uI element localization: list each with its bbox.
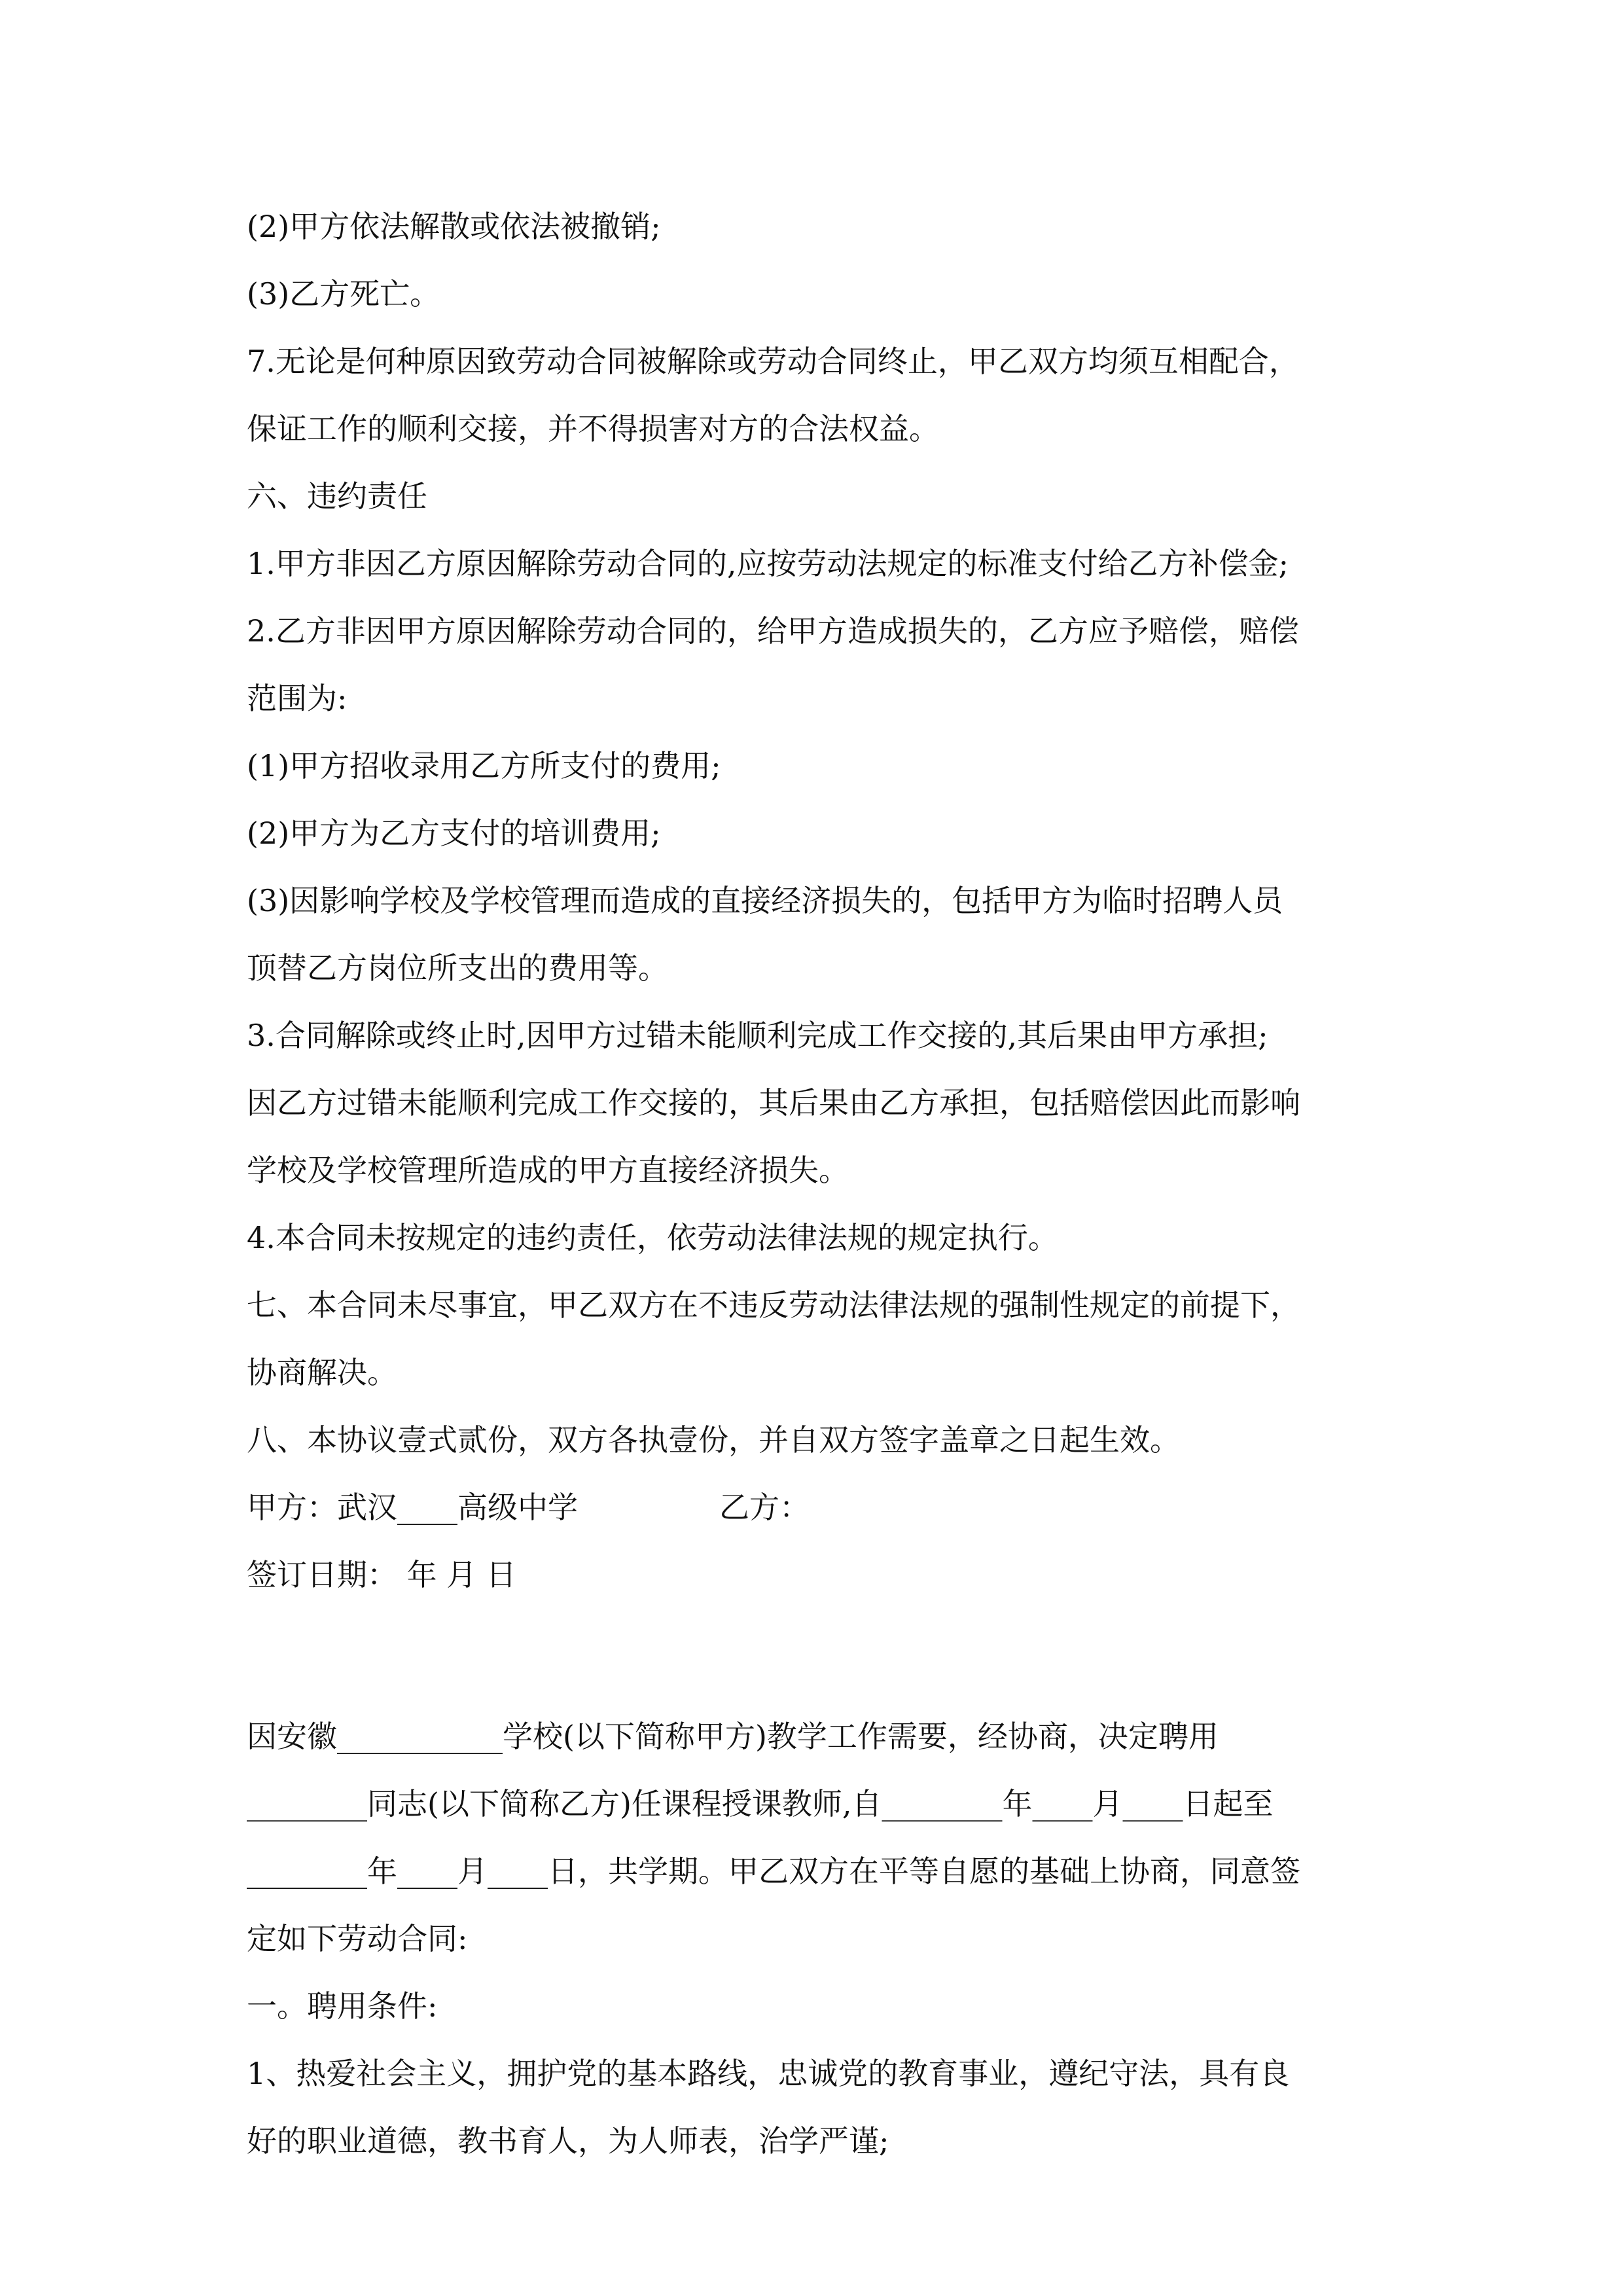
party-a-label: 甲方：武汉____高级中学	[247, 1490, 578, 1525]
section-heading: 一。聘用条件:	[247, 1988, 438, 2024]
text-line: (2)甲方为乙方支付的培训费用;	[247, 816, 661, 851]
document-body	[247, 193, 1382, 2175]
section-heading: 八、本协议壹式贰份，双方各执壹份，并自双方签字盖章之日起生效。	[247, 1422, 1180, 1458]
text-line: 顶替乙方岗位所支出的费用等。	[247, 950, 668, 986]
text-line: 协商解决。	[247, 1355, 397, 1390]
text-line: ________年____月____日，共学期。甲乙双方在平等自愿的基础上协商，同意签	[247, 1854, 1300, 1889]
party-b-label: 乙方：	[719, 1490, 810, 1525]
text-line: ________同志(以下简称乙方)任课程授课教师,自________年____月____日起至	[247, 1786, 1274, 1821]
text-line: 7.无论是何种原因致劳动合同被解除或劳动合同终止，甲乙双方均须互相配合，	[247, 344, 1299, 379]
signing-date: 签订日期： 年 月 日	[247, 1557, 516, 1592]
text-line: 保证工作的顺利交接，并不得损害对方的合法权益。	[247, 411, 939, 446]
signature-parties	[247, 1474, 1382, 1541]
section-heading: 六、违约责任	[247, 478, 427, 514]
section-heading: 七、本合同未尽事宜，甲乙双方在不违反劳动法律法规的强制性规定的前提下，	[247, 1287, 1300, 1323]
text-line: 4.本合同未按规定的违约责任，依劳动法律法规的规定执行。	[247, 1220, 1058, 1255]
text-line: 学校及学校管理所造成的甲方直接经济损失。	[247, 1153, 849, 1188]
text-line: 3.合同解除或终止时,因甲方过错未能顺利完成工作交接的,其后果由甲方承担;	[247, 1018, 1268, 1053]
text-line: (2)甲方依法解散或依法被撤销;	[247, 209, 661, 244]
text-line: 1、热爱社会主义，拥护党的基本路线，忠诚党的教育事业，遵纪守法，具有良	[247, 2056, 1290, 2091]
text-line: 2.乙方非因甲方原因解除劳动合同的，给甲方造成损失的，乙方应予赔偿，赔偿	[247, 613, 1299, 649]
text-line: 因乙方过错未能顺利完成工作交接的，其后果由乙方承担，包括赔偿因此而影响	[247, 1085, 1300, 1121]
section-gap	[247, 1609, 1382, 1703]
text-line: 好的职业道德，教书育人，为人师表，治学严谨;	[247, 2123, 889, 2159]
text-line: 范围为:	[247, 681, 348, 716]
text-line: 1.甲方非因乙方原因解除劳动合同的,应按劳动法规定的标准支付给乙方补偿金;	[247, 546, 1289, 581]
text-line: (3)因影响学校及学校管理而造成的直接经济损失的，包括甲方为临时招聘人员	[247, 883, 1283, 918]
text-line: (3)乙方死亡。	[247, 276, 440, 312]
text-line: 因安徽___________学校(以下简称甲方)教学工作需要，经协商，决定聘用	[247, 1719, 1219, 1754]
text-line: 定如下劳动合同:	[247, 1921, 468, 1956]
text-line: (1)甲方招收录用乙方所支付的费用;	[247, 748, 721, 783]
